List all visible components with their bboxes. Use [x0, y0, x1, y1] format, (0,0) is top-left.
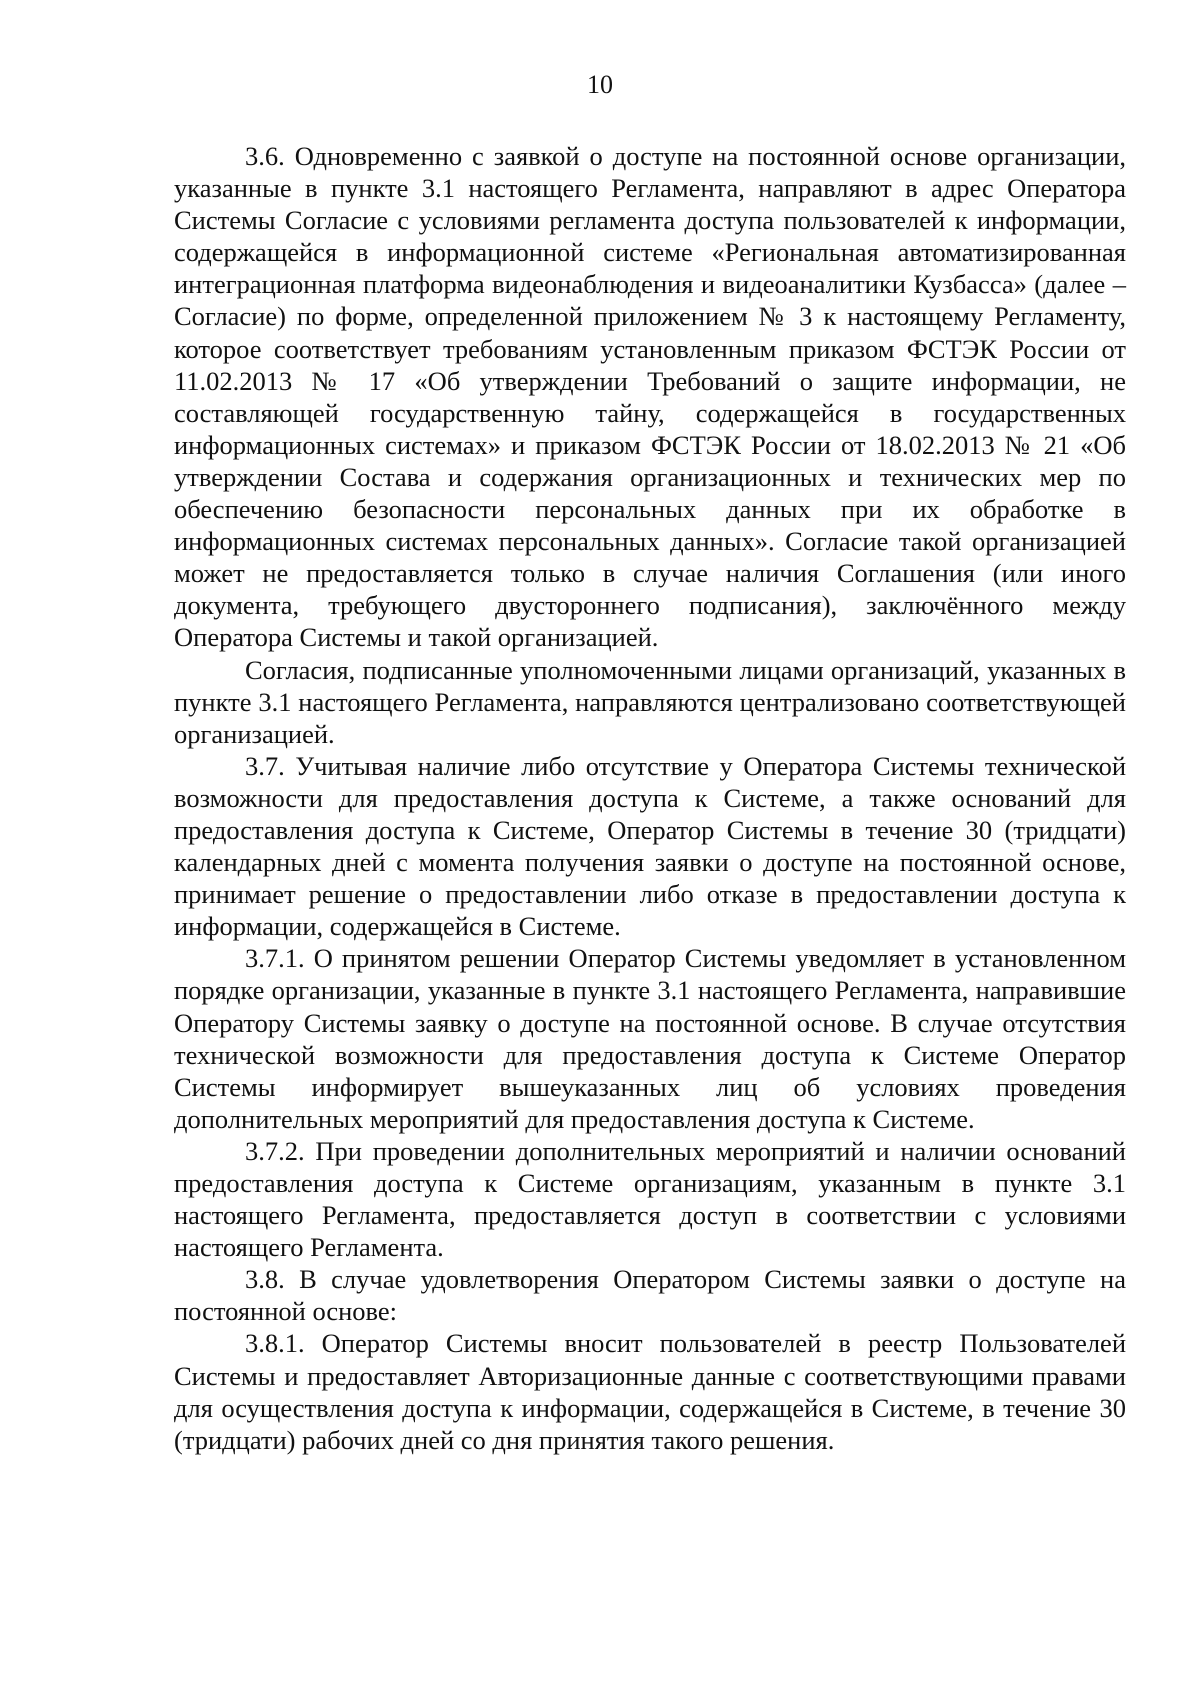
paragraph-3-8-1: 3.8.1. Оператор Системы вносит пользователей в реестр Пользователей Системы и предоставляет Авторизационные данные с соответствующими правами для осуществления доступа к информации, содержащейся в Системе, в течение 30 (тридцати) рабочих дней со дня принятия такого решения.	[174, 1328, 1126, 1455]
paragraph-3-6-consent: Согласия, подписанные уполномоченными лицами организаций, указанных в пункте 3.1 настоящего Регламента, направляются централизовано соответствующей организацией.	[174, 654, 1126, 749]
paragraph-3-7: 3.7. Учитывая наличие либо отсутствие у Оператора Системы технической возможности для предоставления доступа к Системе, а также оснований для предоставления доступа к Системе, Оператор Системы в течение 30 (тридцати) календарных дней с момента получения заявки о доступе на постоянной основе, принимает решение о предоставлении либо отказе в предоставлении доступа к информации, содержащейся в Системе.	[174, 750, 1126, 942]
page-number: 10	[587, 70, 613, 99]
paragraph-3-7-2: 3.7.2. При проведении дополнительных мероприятий и наличии оснований предоставления доступа к Системе организациям, указанным в пункте 3.1 настоящего Регламента, предоставляется доступ в соответствии с условиями настоящего Регламента.	[174, 1135, 1126, 1263]
paragraph-3-8: 3.8. В случае удовлетворения Оператором Системы заявки о доступе на постоянной основе:	[174, 1264, 1126, 1327]
document-body	[174, 140, 1126, 1456]
paragraph-3-6: 3.6. Одновременно с заявкой о доступе на постоянной основе организации, указанные в пункте 3.1 настоящего Регламента, направляют в адрес Оператора Системы Согласие с условиями регламента доступа пользователей к информации, содержащейся в информационной системе «Региональная автоматизированная интеграционная платформа видеонаблюдения и видеоаналитики Кузбасса» (далее – Согласие) по форме, определенной приложением № 3 к настоящему Регламенту, которое соответствует требованиям установленным приказом ФСТЭК России от 11.02.2013 № 17 «Об утверждении Требований о защите информации, не составляющей государственную тайну, содержащейся в государственных информационных системах» и приказом ФСТЭК России от 18.02.2013 № 21 «Об утверждении Состава и содержания организационных и технических мер по обеспечению безопасности персональных данных при их обработке в информационных системах персональных данных». Согласие такой организацией может не предоставляется только в случае наличия Соглашения (или иного документа, требующего двустороннего подписания), заключённого между Оператора Системы и такой организацией.	[174, 141, 1126, 653]
paragraph-3-7-1: 3.7.1. О принятом решении Оператор Системы уведомляет в установленном порядке организации, указанные в пункте 3.1 настоящего Регламента, направившие Оператору Системы заявку о доступе на постоянной основе. В случае отсутствия технической возможности для предоставления доступа к Системе Оператор Системы информирует вышеуказанных лиц об условиях проведения дополнительных мероприятий для предоставления доступа к Системе.	[174, 943, 1126, 1134]
